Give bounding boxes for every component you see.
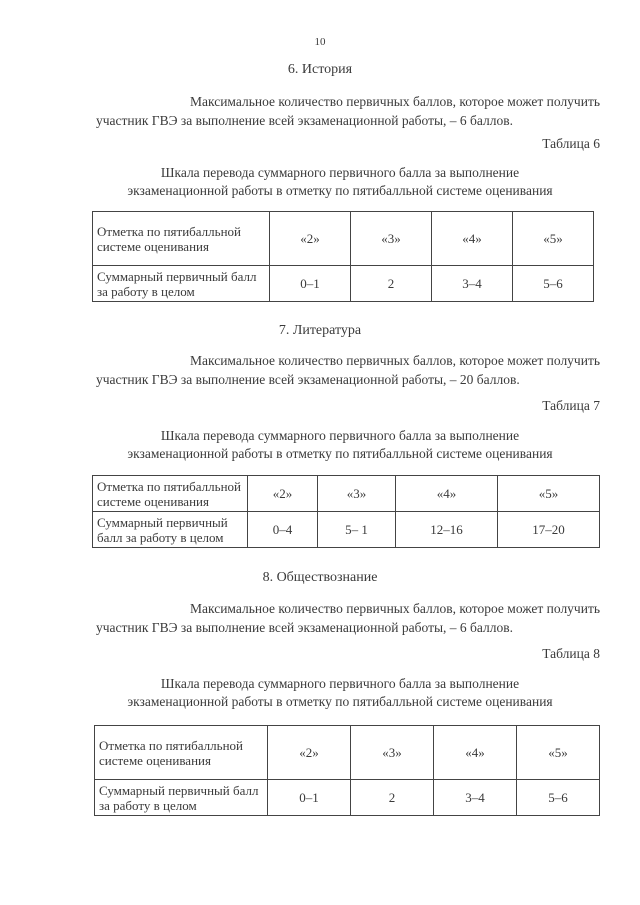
score-cell: 0–1 [268, 780, 351, 816]
table-row [93, 212, 594, 266]
section-heading-social-studies: 8. Обществознание [262, 570, 378, 585]
row-header-grade: Отметка по пятибалльной системе оценивания [95, 726, 268, 780]
table-row [95, 726, 600, 780]
grade-cell: «5» [517, 726, 600, 780]
grade-table [94, 725, 600, 816]
paragraph-line: Максимальное количество первичных баллов, которое может получить [190, 353, 600, 368]
grade-cell: «3» [351, 212, 432, 266]
grade-cell: «4» [434, 726, 517, 780]
row-header-grade: Отметка по пятибалльной системе оценивания [93, 476, 248, 512]
table-caption [60, 164, 620, 200]
table-row [93, 266, 594, 302]
section-paragraph [96, 92, 600, 130]
grade-cell: «4» [396, 476, 498, 512]
table-caption [60, 427, 620, 463]
grade-cell: «2» [268, 726, 351, 780]
table-label: Таблица 7 [542, 398, 600, 413]
table-row [93, 512, 600, 548]
caption-line: Шкала перевода суммарного первичного балла за выполнение [160, 676, 520, 691]
score-cell: 12–16 [396, 512, 498, 548]
table-label: Таблица 6 [542, 136, 600, 151]
score-cell: 5– 1 [318, 512, 396, 548]
paragraph-line: участник ГВЭ за выполнение всей экзаменационной работы, – 20 баллов. [96, 372, 520, 387]
paragraph-line: участник ГВЭ за выполнение всей экзаменационной работы, – 6 баллов. [96, 620, 514, 635]
grade-cell: «3» [318, 476, 396, 512]
row-header-grade: Отметка по пятибалльной системе оценивания [93, 212, 270, 266]
caption-line: экзаменационной работы в отметку по пятибалльной системе оценивания [127, 183, 553, 198]
score-cell: 5–6 [513, 266, 594, 302]
score-cell: 2 [351, 266, 432, 302]
paragraph-line: Максимальное количество первичных баллов, которое может получить [190, 94, 600, 109]
grade-cell: «2» [248, 476, 318, 512]
grade-cell: «3» [351, 726, 434, 780]
grade-table [92, 475, 600, 548]
caption-line: экзаменационной работы в отметку по пятибалльной системе оценивания [127, 446, 553, 461]
score-cell: 3–4 [432, 266, 513, 302]
section-paragraph [96, 351, 600, 389]
section-paragraph [96, 599, 600, 637]
grade-cell: «5» [513, 212, 594, 266]
row-header-score: Суммарный первичный балл за работу в целом [93, 266, 270, 302]
grade-cell: «2» [270, 212, 351, 266]
paragraph-line: Максимальное количество первичных баллов, которое может получить [190, 601, 600, 616]
grade-cell: «4» [432, 212, 513, 266]
table-row [93, 476, 600, 512]
score-cell: 0–1 [270, 266, 351, 302]
score-cell: 0–4 [248, 512, 318, 548]
score-cell: 5–6 [517, 780, 600, 816]
table-label: Таблица 8 [542, 646, 600, 661]
table-row [95, 780, 600, 816]
caption-line: экзаменационной работы в отметку по пятибалльной системе оценивания [127, 694, 553, 709]
table-caption [60, 675, 620, 711]
paragraph-line: участник ГВЭ за выполнение всей экзаменационной работы, – 6 баллов. [96, 113, 514, 128]
row-header-score: Суммарный первичный балл за работу в целом [93, 512, 248, 548]
page-number: 10 [314, 36, 326, 48]
grade-table [92, 211, 594, 302]
score-cell: 3–4 [434, 780, 517, 816]
grade-cell: «5» [498, 476, 600, 512]
row-header-score: Суммарный первичный балл за работу в целом [95, 780, 268, 816]
score-cell: 17–20 [498, 512, 600, 548]
section-heading-history: 6. История [287, 62, 353, 77]
caption-line: Шкала перевода суммарного первичного балла за выполнение [160, 428, 520, 443]
section-heading-literature: 7. Литература [278, 323, 362, 338]
caption-line: Шкала перевода суммарного первичного балла за выполнение [160, 165, 520, 180]
score-cell: 2 [351, 780, 434, 816]
